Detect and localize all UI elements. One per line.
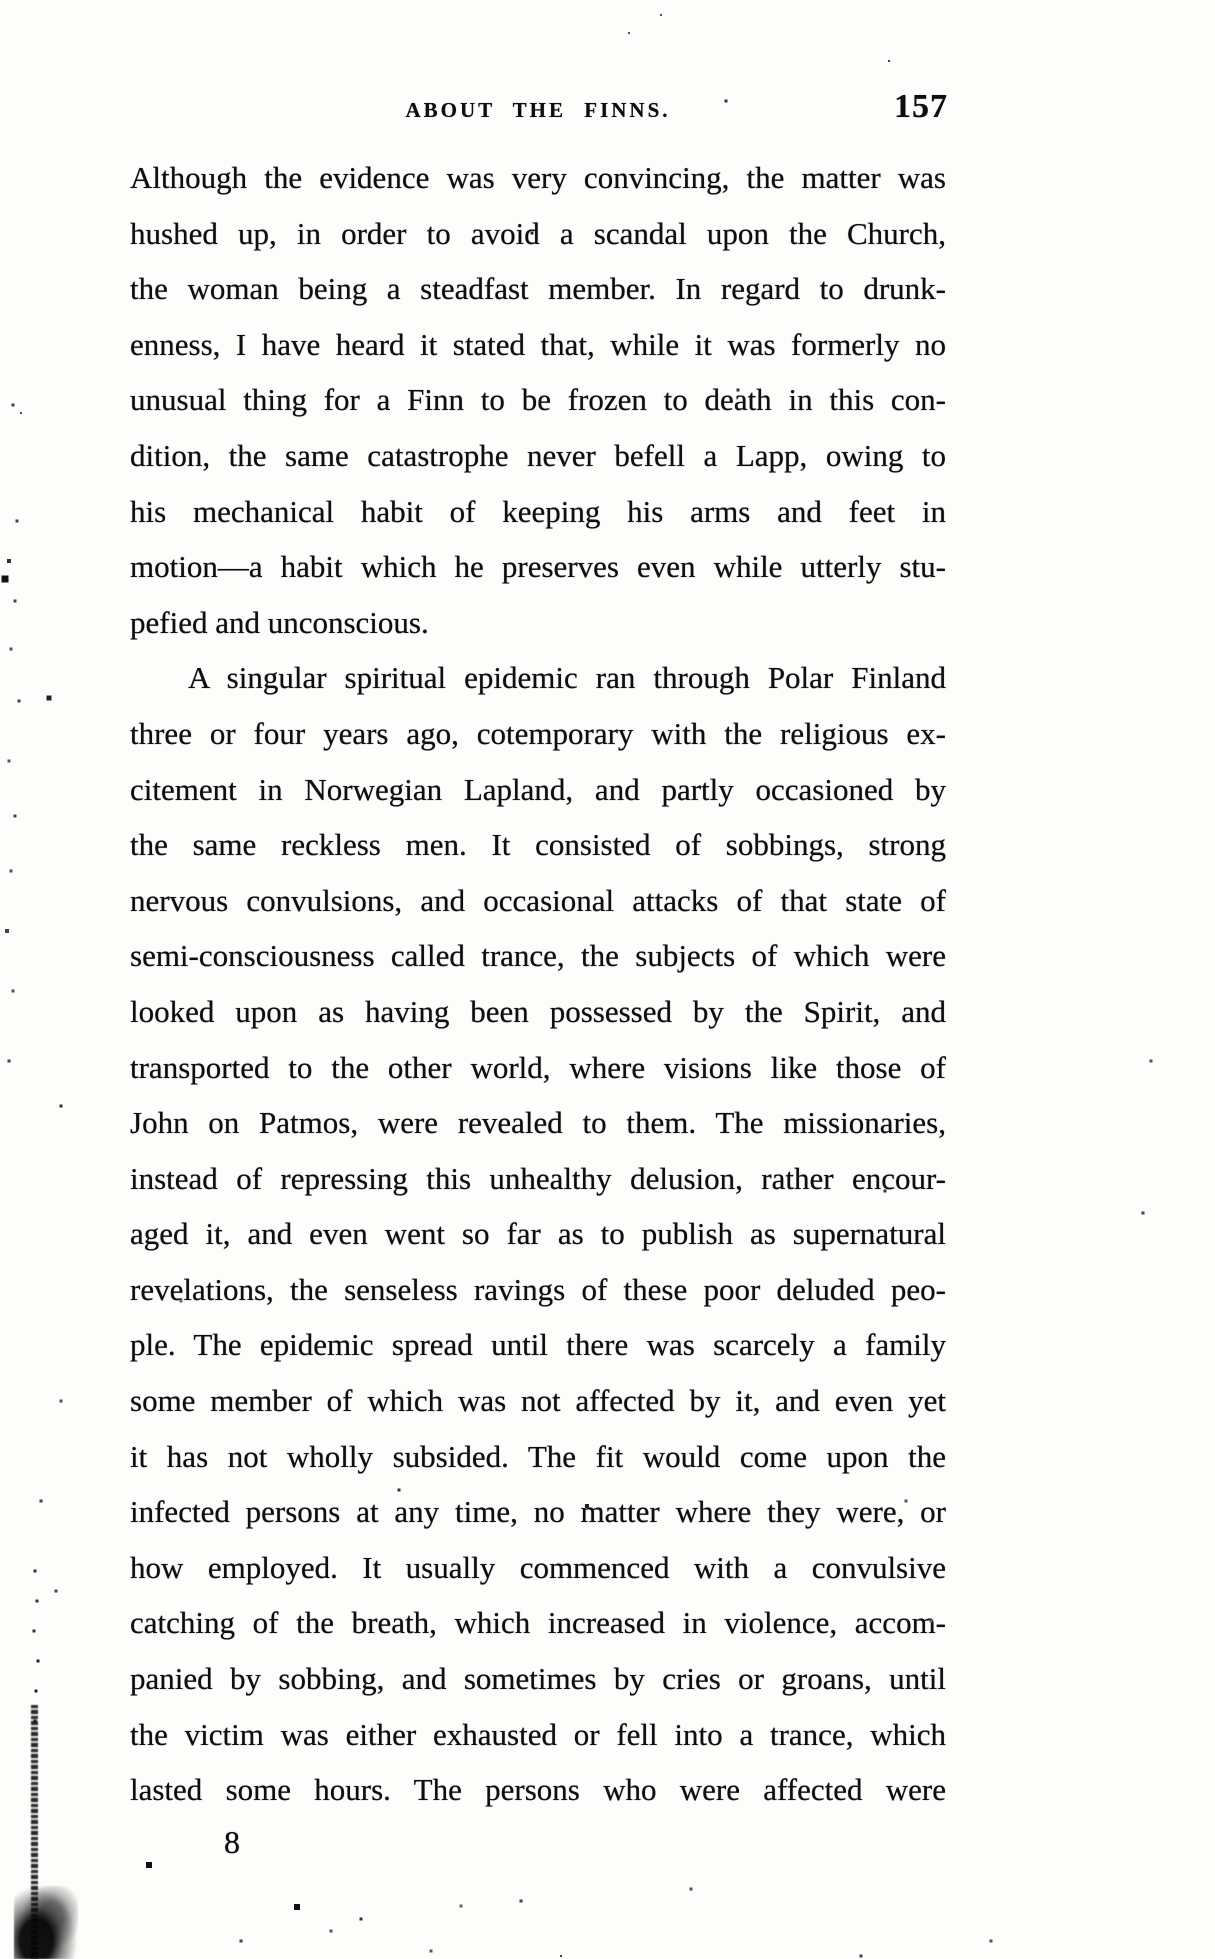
text-line: citement in Norwegian Lapland, and partly occasioned by bbox=[130, 771, 946, 807]
text-line: three or four years ago, cotemporary with the religious ex- bbox=[130, 715, 946, 751]
text-line: infected persons at any time, no matter where they were, or bbox=[130, 1494, 946, 1530]
text-line: Although the evidence was very convincing, the matter was bbox=[130, 160, 946, 195]
text-line: panied by sobbing, and sometimes by cries or groans, until bbox=[130, 1661, 946, 1697]
text-line: how employed. It usually commenced with a convulsive bbox=[130, 1549, 946, 1585]
text-line: ple. The epidemic spread until there was scarcely a family bbox=[130, 1327, 946, 1363]
text-line: motion—a habit which he preserves even while utterly stu- bbox=[130, 549, 946, 585]
text-line: nervous convulsions, and occasional attacks of that state of bbox=[130, 882, 946, 918]
body-text bbox=[130, 150, 946, 1818]
paragraph bbox=[130, 150, 946, 650]
text-line: unusual thing for a Finn to be frozen to death in this con- bbox=[130, 382, 946, 418]
text-line: A singular spiritual epidemic ran through Polar Finland bbox=[188, 660, 946, 696]
binding-streak-artifact bbox=[31, 1705, 38, 1959]
signature-mark: 8 bbox=[224, 1824, 240, 1860]
binding-ink-blob-artifact bbox=[14, 1886, 78, 1959]
text-line: lasted some hours. The persons who were affected were bbox=[130, 1772, 946, 1808]
text-line: it has not wholly subsided. The fit would come upon the bbox=[130, 1438, 946, 1474]
text-line: hushed up, in order to avoid a scandal upon the Church, bbox=[130, 215, 946, 251]
text-line: instead of repressing this unhealthy delusion, rather encour- bbox=[130, 1160, 946, 1196]
text-line: aged it, and even went so far as to publish as supernatural bbox=[130, 1216, 946, 1252]
text-line: catching of the breath, which increased in violence, accom- bbox=[130, 1605, 946, 1641]
paragraph bbox=[130, 650, 946, 1817]
text-line: pefied and unconscious. bbox=[130, 604, 429, 640]
page-number: 157 bbox=[894, 88, 948, 125]
text-line: the same reckless men. It consisted of sobbings, strong bbox=[130, 827, 946, 863]
text-line: transported to the other world, where visions like those of bbox=[130, 1049, 946, 1085]
text-line: enness, I have heard it stated that, while it was formerly no bbox=[130, 326, 946, 362]
text-line: the victim was either exhausted or fell into a trance, which bbox=[130, 1716, 946, 1752]
text-line: the woman being a steadfast member. In regard to drunk- bbox=[130, 271, 946, 307]
text-line: revelations, the senseless ravings of these poor deluded peo- bbox=[130, 1271, 946, 1307]
text-line: semi-consciousness called trance, the subjects of which were bbox=[130, 938, 946, 974]
scan-noise-speckles bbox=[0, 0, 2, 2]
running-header: ABOUT THE FINNS. bbox=[405, 98, 671, 122]
text-line: looked upon as having been possessed by the Spirit, and bbox=[130, 993, 946, 1029]
text-line: some member of which was not affected by it, and even yet bbox=[130, 1383, 946, 1419]
text-line: John on Patmos, were revealed to them. The missionaries, bbox=[130, 1105, 946, 1141]
text-line: dition, the same catastrophe never befell a Lapp, owing to bbox=[130, 437, 946, 473]
text-line: his mechanical habit of keeping his arms and feet in bbox=[130, 493, 946, 529]
